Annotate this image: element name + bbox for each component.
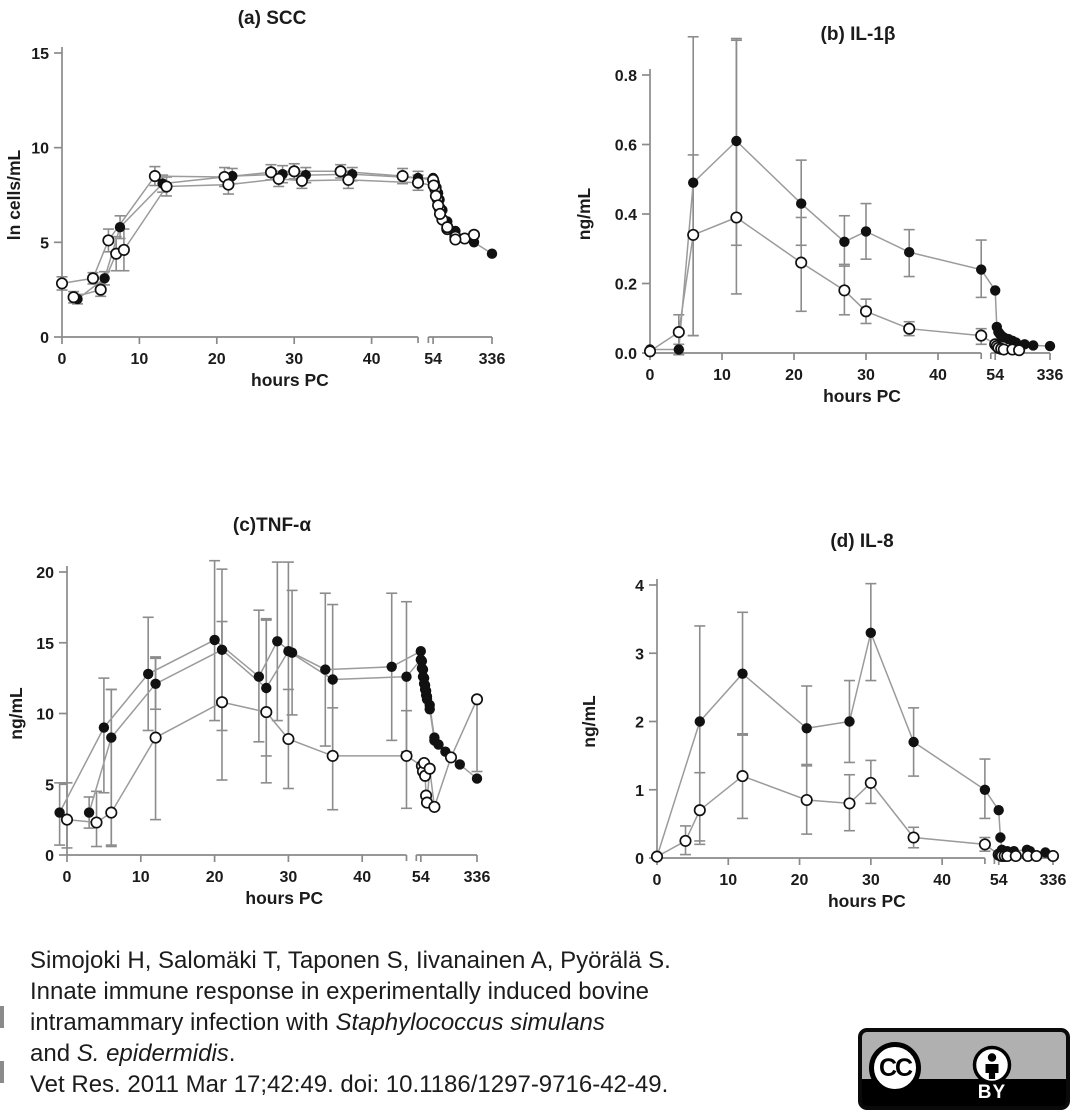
svg-text:15: 15 xyxy=(36,635,54,653)
svg-text:(c)TNF-α: (c)TNF-α xyxy=(232,515,312,536)
svg-text:5: 5 xyxy=(45,777,54,795)
svg-text:10: 10 xyxy=(131,869,150,886)
svg-text:3: 3 xyxy=(635,646,644,664)
citation-line-title-1: Innate immune response in experimentally induced bovine xyxy=(30,978,650,1005)
svg-text:10: 10 xyxy=(719,872,738,889)
cc-by-license-badge[interactable] xyxy=(858,1028,1070,1110)
svg-text:54: 54 xyxy=(986,367,1005,384)
svg-text:hours PC: hours PC xyxy=(251,370,329,390)
citation-line-title-2: intramammary infection with Staphylococcus simulans xyxy=(30,1009,605,1036)
svg-text:30: 30 xyxy=(857,367,875,384)
svg-text:30: 30 xyxy=(285,351,304,368)
svg-text:20: 20 xyxy=(205,869,224,886)
svg-text:10: 10 xyxy=(31,140,49,158)
svg-text:15: 15 xyxy=(31,46,49,63)
svg-text:0.4: 0.4 xyxy=(614,207,637,224)
attribution-person-icon xyxy=(970,1044,1014,1088)
chart-panel-a-scc xyxy=(0,0,540,430)
svg-text:0.2: 0.2 xyxy=(614,276,637,294)
svg-text:0.0: 0.0 xyxy=(614,346,637,363)
svg-text:336: 336 xyxy=(1036,367,1064,384)
svg-text:40: 40 xyxy=(929,367,947,384)
svg-text:30: 30 xyxy=(861,872,880,889)
svg-text:1: 1 xyxy=(635,782,644,800)
svg-text:0: 0 xyxy=(57,351,67,368)
svg-text:0.6: 0.6 xyxy=(614,137,637,155)
cc-label: CC xyxy=(878,1053,912,1082)
left-edge-artifact xyxy=(0,1061,4,1083)
svg-text:(a) SCC: (a) SCC xyxy=(237,8,307,29)
citation-block xyxy=(30,945,671,1100)
svg-text:hours PC: hours PC xyxy=(245,888,324,908)
citation-line-journal: Vet Res. 2011 Mar 17;42:49. doi: 10.1186/1297-9716-42-49. xyxy=(30,1071,669,1098)
svg-text:40: 40 xyxy=(353,869,372,886)
svg-text:(d) IL-8: (d) IL-8 xyxy=(830,531,894,552)
svg-text:0.8: 0.8 xyxy=(614,68,637,85)
left-edge-artifact xyxy=(0,1006,4,1028)
svg-text:336: 336 xyxy=(463,869,491,886)
svg-text:10: 10 xyxy=(130,351,149,368)
by-label: BY xyxy=(977,1082,1007,1103)
svg-text:ln cells/mL: ln cells/mL xyxy=(4,149,24,241)
svg-text:0: 0 xyxy=(635,851,644,868)
svg-text:54: 54 xyxy=(989,872,1008,889)
svg-text:20: 20 xyxy=(790,872,809,889)
svg-text:40: 40 xyxy=(933,872,952,889)
svg-text:2: 2 xyxy=(635,714,644,732)
svg-text:0: 0 xyxy=(40,330,49,347)
svg-text:5: 5 xyxy=(40,235,49,253)
svg-text:hours PC: hours PC xyxy=(827,891,906,911)
svg-text:20: 20 xyxy=(36,565,54,582)
chart-panel-b-il1b xyxy=(540,0,1080,430)
svg-text:336: 336 xyxy=(478,351,506,368)
svg-text:0: 0 xyxy=(45,848,54,865)
svg-text:ng/mL: ng/mL xyxy=(6,687,26,740)
citation-line-title-3: and S. epidermidis. xyxy=(30,1040,236,1067)
svg-text:20: 20 xyxy=(207,351,226,368)
cc-logo-icon xyxy=(869,1042,921,1094)
svg-text:54: 54 xyxy=(411,869,430,886)
svg-text:ng/mL: ng/mL xyxy=(574,187,594,241)
svg-text:10: 10 xyxy=(36,706,54,724)
svg-text:0: 0 xyxy=(62,869,72,886)
svg-text:30: 30 xyxy=(279,869,298,886)
svg-text:(b) IL-1β: (b) IL-1β xyxy=(820,24,896,45)
svg-text:336: 336 xyxy=(1039,872,1067,889)
svg-text:0: 0 xyxy=(652,872,662,889)
svg-text:0: 0 xyxy=(645,367,655,384)
svg-text:54: 54 xyxy=(424,351,442,368)
chart-panel-c-tnfa xyxy=(0,495,540,930)
svg-text:hours PC: hours PC xyxy=(823,386,901,406)
svg-text:40: 40 xyxy=(362,351,381,368)
svg-text:20: 20 xyxy=(785,367,803,384)
svg-text:ng/mL: ng/mL xyxy=(579,695,599,748)
svg-text:10: 10 xyxy=(713,367,731,384)
citation-line-authors: Simojoki H, Salomäki T, Taponen S, Iivanainen A, Pyörälä S. xyxy=(30,947,671,974)
svg-text:4: 4 xyxy=(635,578,644,595)
chart-panel-d-il8 xyxy=(540,495,1080,930)
